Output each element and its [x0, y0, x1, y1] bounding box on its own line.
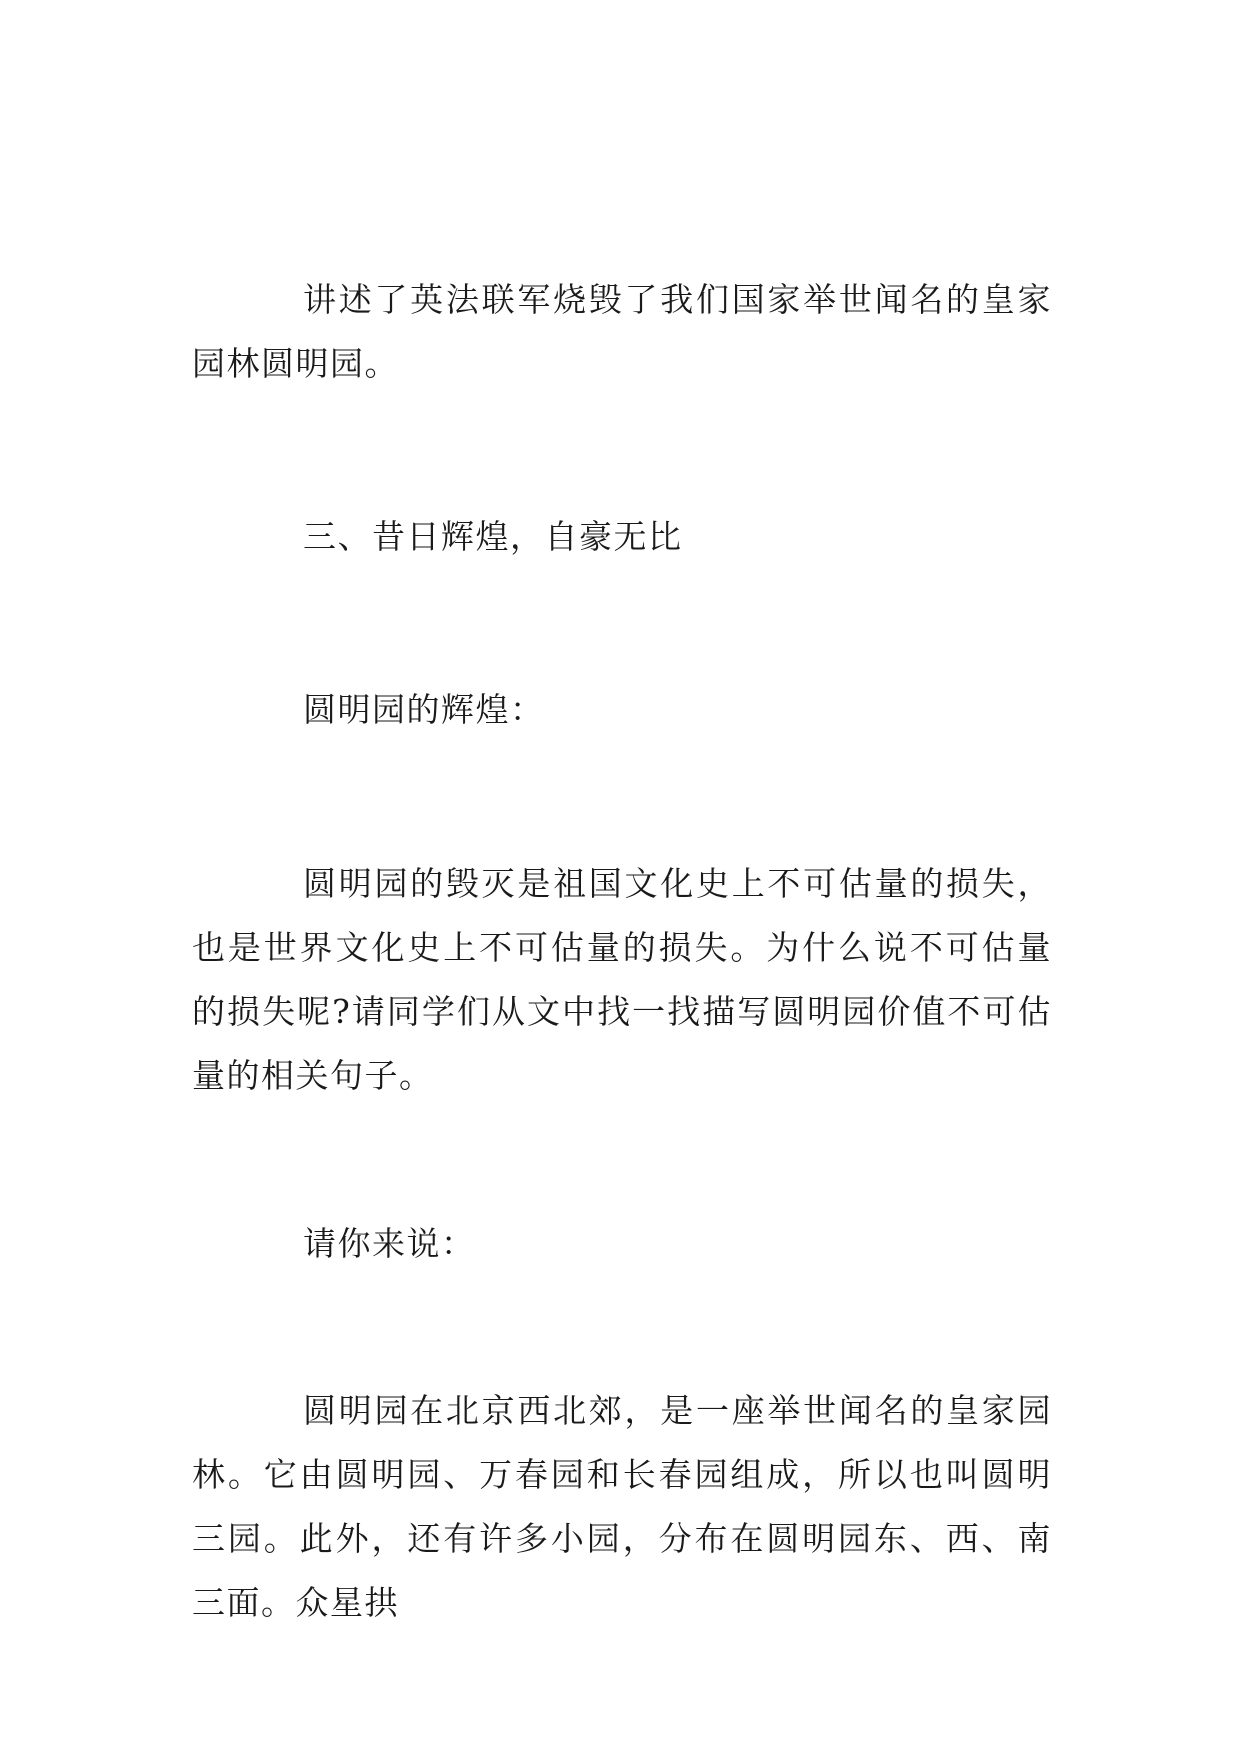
sub-heading-glory: 圆明园的辉煌：: [303, 690, 545, 729]
paragraph-description: 圆明园在北京西北郊，是一座举世闻名的皇家园林。它由圆明园、万春园和长春园组成，所以也叫圆明三园。此外，还有许多小园，分布在圆明园东、西、南三面。众星拱: [192, 1391, 1052, 1622]
paragraph-intro: 讲述了英法联军烧毁了我们国家举世闻名的皇家园林圆明园。: [192, 280, 1052, 383]
sub-heading-discuss: 请你来说：: [303, 1224, 476, 1263]
section-heading: 三、昔日辉煌，自豪无比: [303, 517, 683, 556]
paragraph-loss: 圆明园的毁灭是祖国文化史上不可估量的损失，也是世界文化史上不可估量的损失。为什么说不可估量的损失呢?请同学们从文中找一找描写圆明园价值不可估量的相关句子。: [192, 864, 1052, 1095]
